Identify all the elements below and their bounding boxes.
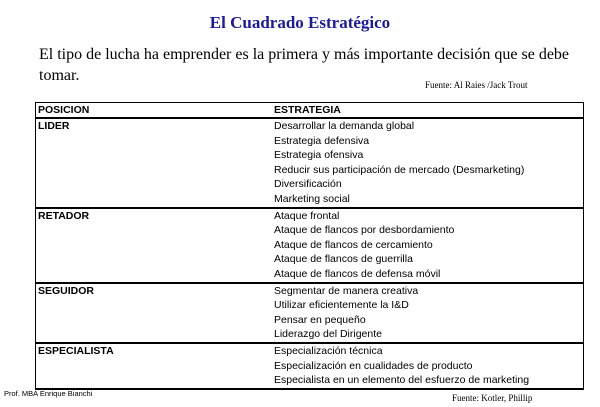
position-cell: ESPECIALISTA bbox=[38, 344, 114, 357]
strategy-item: Ataque frontal bbox=[274, 209, 340, 222]
strategy-item: Reducir sus participación de mercado (Desmarketing) bbox=[274, 163, 525, 176]
strategy-cell bbox=[274, 119, 583, 207]
strategy-item: Ataque de flancos por desbordamiento bbox=[274, 224, 455, 237]
header-strategy: ESTRATEGIA bbox=[274, 104, 341, 116]
position-cell: SEGUIDOR bbox=[38, 284, 95, 297]
strategy-item: Especialista en un elemento del esfuerzo de marketing bbox=[274, 374, 530, 387]
strategy-item: Especialización en cualidades de producto bbox=[274, 359, 473, 372]
position-cell: LIDER bbox=[38, 120, 70, 132]
table-row bbox=[36, 209, 583, 284]
strategy-item: Desarrollar la demanda global bbox=[274, 120, 415, 132]
source-footer: Fuente: Kotler, Phillip bbox=[452, 393, 533, 403]
position-cell: RETADOR bbox=[38, 209, 90, 222]
strategy-item: Segmentar de manera creativa bbox=[274, 284, 419, 297]
strategy-item: Liderazgo del Dirigente bbox=[274, 328, 382, 341]
strategy-item: Marketing social bbox=[274, 192, 350, 205]
header-position: POSICION bbox=[38, 104, 90, 116]
table-row bbox=[36, 344, 583, 388]
slide-title: El Cuadrado Estratégico bbox=[209, 13, 391, 32]
strategy-cell bbox=[274, 209, 583, 282]
table-row bbox=[36, 284, 583, 344]
table-body bbox=[36, 119, 583, 388]
strategy-item: Pensar en pequeño bbox=[274, 313, 366, 326]
strategy-item: Estrategia defensiva bbox=[274, 134, 370, 147]
author-footer: Prof. MBA Enrique Bianchi bbox=[4, 389, 93, 398]
strategy-item: Estrategia ofensiva bbox=[274, 149, 364, 162]
table-header bbox=[36, 103, 583, 119]
strategy-table bbox=[35, 102, 584, 390]
strategy-item: Diversificación bbox=[274, 178, 342, 191]
source-top: Fuente: Al Raies /Jack Trout bbox=[425, 80, 528, 90]
table-row bbox=[36, 119, 583, 209]
strategy-item: Ataque de flancos de defensa móvil bbox=[274, 267, 441, 280]
strategy-cell bbox=[274, 284, 583, 342]
strategy-item: Utilizar eficientemente la I&D bbox=[274, 299, 409, 312]
intro-text: El tipo de lucha ha emprender es la primera y más importante decisión que se debe tomar. bbox=[39, 46, 570, 84]
strategy-cell bbox=[274, 344, 583, 388]
strategy-item: Ataque de flancos de cercamiento bbox=[274, 238, 433, 251]
strategy-item: Ataque de flancos de guerrilla bbox=[274, 253, 413, 266]
strategy-item: Especialización técnica bbox=[274, 344, 383, 357]
